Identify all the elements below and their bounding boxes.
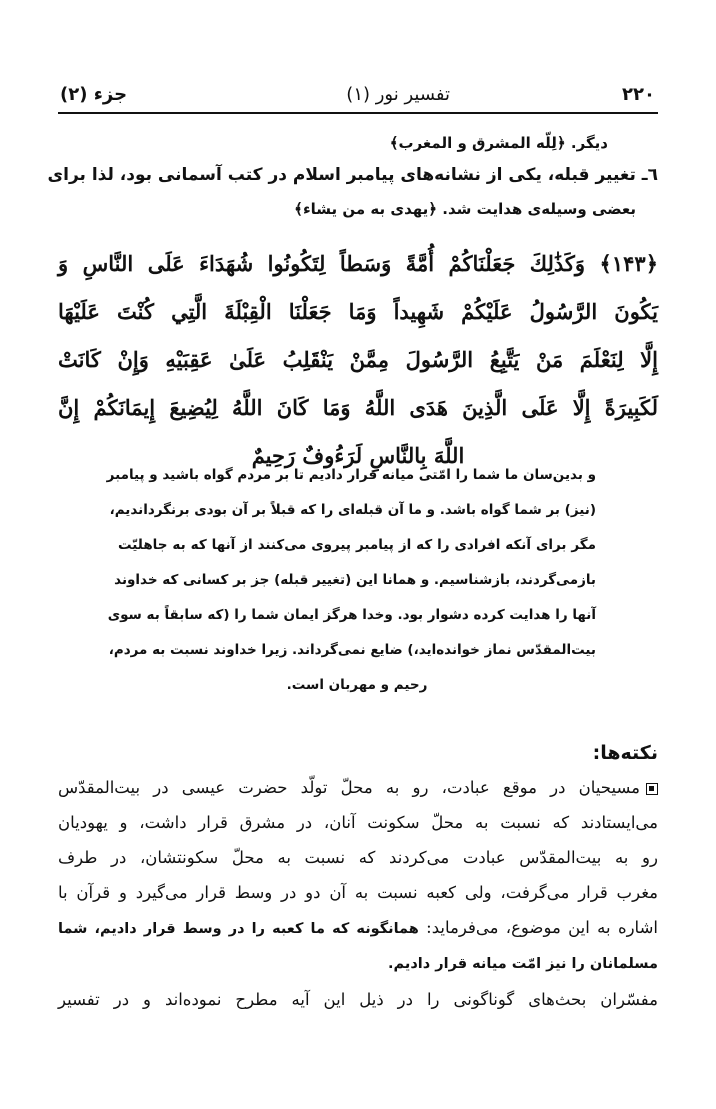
translation-line: بیت‌المقدّس نماز خوانده‌اید،) ضایع نمی‌گرداند. زیرا خداوند نسبت به مردم،: [108, 642, 596, 658]
verse-translation: [106, 458, 596, 703]
quran-verse: [58, 240, 658, 480]
note-line: [58, 910, 658, 947]
verse-line: لَكَبِيرَةً إِلَّا عَلَى الَّذِينَ هَدَى اللَّهُ وَمَا كَانَ اللَّهُ لِيُضِيعَ إِيمَانَكُمْ إِنَّ: [58, 395, 658, 420]
translation-line: رحیم و مهربان است.: [286, 677, 428, 693]
translation-line: (نیز) بر شما گواه باشد. و ما آن قبله‌ای را که قبلاً بر آن بودی برنگرداندیم،: [109, 502, 596, 518]
book-title: تفسیر نور (۱): [346, 84, 450, 105]
notes-heading: نکته‌ها:: [592, 742, 658, 764]
translation-line: و بدین‌سان ما شما را امّتی میانه قرار دادیم تا بر مردم گواه باشید و پیامبر: [106, 467, 596, 483]
intro-text: دیگر. ﴿لِلّه المشرق و المغرب﴾: [389, 134, 608, 152]
verse-line: اللَّهَ بِالنَّاسِ لَرَءُوفٌ رَحِيمٌ: [251, 443, 465, 468]
point-6: [47, 158, 658, 226]
notes-body: [58, 770, 658, 1017]
point-6-line-1: ٦ـ تغییر قبله، یکی از نشانه‌های پیامبر اسلام در کتب آسمانی بود، لذا برای: [47, 165, 658, 185]
verse-line: ﴿۱۴۳﴾ وَكَذَٰلِكَ جَعَلْنَاكُمْ أُمَّةً وَسَطاً لِتَكُونُوا شُهَدَاءَ عَلَى النَّاسِ وَ: [58, 251, 658, 276]
page-number: ۲۲۰: [622, 84, 655, 105]
note-quote-line: مسلمانان را نیز امّت میانه قرار دادیم.: [388, 956, 658, 972]
part-label: جزء (۲): [60, 84, 128, 105]
square-bullet-icon: [646, 783, 658, 795]
page-header: [60, 84, 655, 110]
point-6-line-2: بعضی وسیله‌ی هدایت شد. ﴿یهدی به من یشاء﴾: [294, 200, 636, 218]
note-quote: همانگونه که ما کعبه را در وسط قرار دادیم، شما: [58, 921, 419, 937]
note-line: مفسّران بحث‌های گوناگونی را در ذیل این آیه مطرح نموده‌اند و در تفسیر: [58, 990, 658, 1009]
note-line: می‌ایستادند که نسبت به محلّ سکونت آنان، در مشرق قرار داشت، و یهودیان: [58, 813, 658, 832]
note-text: مسیحیان در موقع عبادت، رو به محلّ تولّد حضرت عیسی در بیت‌المقدّس: [58, 778, 640, 797]
header-divider: [58, 112, 658, 114]
translation-line: آنها را هدایت کرده دشوار بود. وخدا هرگز ایمان شما را (که سابقاً به سوی: [107, 607, 596, 623]
note-line: رو به بیت‌المقدّس عبادت می‌کردند که نسبت به محلّ سکونتشان، در طرف: [58, 848, 658, 867]
intro-line: [390, 130, 608, 156]
translation-line: بازمی‌گردند، بازشناسیم. و همانا این (تغییر قبله) جز بر کسانی که خداوند: [114, 572, 596, 588]
verse-line: يَكُونَ الرَّسُولُ عَلَيْكُمْ شَهِيداً وَمَا جَعَلْنَا الْقِبْلَةَ الَّتِي كُنْتَ عَلَيْهَا: [58, 299, 658, 324]
note-text: اشاره به این موضوع، می‌فرماید:: [418, 918, 658, 937]
translation-line: مگر برای آنکه افرادی را که از پیامبر پیروی می‌کنند از آنها که به جاهلیّت: [118, 537, 596, 553]
note-line: مغرب قرار می‌گرفت، ولی کعبه نسبت به آن دو در وسط قرار می‌گیرد و قرآن با: [58, 883, 658, 902]
note-line: [58, 770, 658, 805]
verse-line: إِلَّا لِنَعْلَمَ مَنْ يَتَّبِعُ الرَّسُولَ مِمَّنْ يَنْقَلِبُ عَلَىٰ عَقِبَيْهِ وَإِنْ كَانَتْ: [58, 347, 658, 372]
